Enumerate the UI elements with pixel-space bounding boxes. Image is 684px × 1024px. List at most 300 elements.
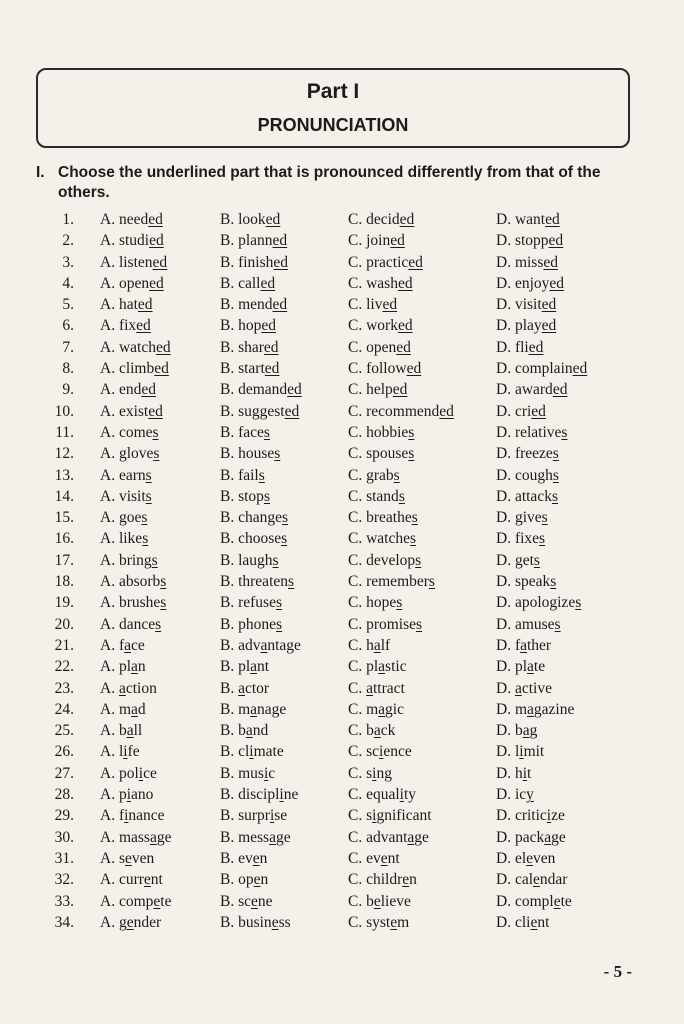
question-number: 10. [54, 402, 74, 420]
option-b: B. started [220, 360, 280, 378]
option-a: A. finance [100, 807, 165, 825]
question-row [0, 528, 684, 549]
underlined-part: ed [528, 338, 544, 356]
question-number: 7. [62, 338, 74, 356]
question-number: 6. [62, 317, 74, 335]
question-number: 11. [55, 423, 74, 441]
underlined-part: e [553, 892, 561, 910]
underlined-part: a [373, 636, 381, 654]
underlined-part: ed [397, 317, 413, 335]
question-number: 33. [54, 892, 74, 910]
option-b: B. houses [220, 445, 281, 463]
underlined-part: e [533, 871, 540, 889]
question-row [0, 720, 684, 741]
question-row [0, 230, 684, 251]
question-number: 24. [54, 700, 74, 718]
option-a: A. needed [100, 211, 163, 228]
question-row [0, 699, 684, 720]
option-b: B. climate [220, 743, 284, 761]
underlined-part: ed [148, 211, 163, 228]
question-number: 14. [54, 487, 74, 505]
option-c: C. believe [348, 892, 411, 910]
underlined-part: ed [260, 274, 276, 292]
question-number: 21. [54, 636, 74, 654]
option-d: D. plate [496, 658, 546, 676]
option-d: D. amuses [496, 615, 561, 633]
option-b: B. demanded [220, 381, 302, 399]
option-b: B. discipline [220, 786, 299, 804]
option-d: D. gives [496, 509, 548, 527]
underlined-part: ed [264, 360, 280, 378]
option-d: D. visited [496, 296, 557, 314]
option-d: D. bag [496, 722, 538, 740]
option-a: A. brushes [100, 594, 167, 612]
underlined-part: ed [549, 274, 565, 292]
underlined-part: ed [531, 402, 546, 420]
exercise-instruction [36, 163, 646, 203]
underlined-part: s [152, 423, 159, 441]
question-row [0, 443, 684, 464]
question-row [0, 252, 684, 273]
option-a: A. ball [100, 722, 143, 740]
underlined-part: e [390, 913, 398, 931]
underlined-part: ed [149, 232, 164, 250]
underlined-part: i [519, 743, 524, 761]
option-d: D. gets [496, 551, 540, 569]
question-row [0, 465, 684, 486]
option-d: D. complained [496, 360, 588, 378]
underlined-part: i [126, 786, 132, 804]
underlined-part: ed [541, 296, 557, 314]
option-a: A. earns [100, 466, 152, 484]
option-b: B. business [220, 913, 291, 931]
underlined-part: a [124, 636, 131, 654]
option-d: D. missed [496, 253, 559, 271]
option-a: A. studied [100, 232, 164, 250]
option-d: D. played [496, 317, 557, 335]
question-number: 34. [54, 913, 74, 931]
underlined-part: ed [545, 211, 560, 228]
question-number: 25. [54, 722, 74, 740]
underlined-part: ed [439, 402, 454, 420]
question-row [0, 294, 684, 315]
underlined-part: s [263, 423, 270, 441]
question-number: 16. [54, 530, 74, 548]
underlined-part: a [366, 679, 373, 697]
option-b: B. phones [220, 615, 283, 633]
question-row [0, 273, 684, 294]
option-b: B. actor [220, 679, 270, 697]
question-number: 3. [62, 253, 74, 271]
underlined-part: s [274, 445, 281, 463]
option-a: A. dances [100, 615, 162, 633]
question-row [0, 869, 684, 890]
page-number: - 5 - [603, 962, 632, 981]
option-d: D. icy [496, 786, 534, 804]
underlined-part: s [539, 530, 546, 548]
question-row [0, 358, 684, 379]
underlined-part: s [541, 509, 548, 527]
option-b: B. hoped [220, 317, 276, 335]
option-c: C. attract [348, 679, 405, 697]
option-c: C. stands [348, 487, 405, 505]
underlined-part: ed [265, 211, 281, 228]
option-b: B. even [220, 849, 268, 867]
underlined-part: s [160, 594, 167, 612]
question-number: 17. [54, 551, 74, 569]
option-d: D. freezes [496, 445, 559, 463]
underlined-part: a [407, 828, 415, 846]
instruction-text: Choose the underlined part that is pronounced differently from that of the others. [58, 164, 601, 201]
underlined-part: a [250, 658, 258, 676]
question-list [0, 209, 684, 933]
question-number: 29. [54, 807, 74, 825]
option-a: A. listened [100, 253, 168, 271]
exercise-number: I. [36, 164, 45, 181]
underlined-part: i [123, 743, 128, 761]
option-c: C. remembers [348, 573, 435, 591]
option-d: D. flied [496, 338, 544, 356]
option-b: B. faces [220, 423, 270, 441]
underlined-part: s [141, 509, 148, 527]
underlined-part: e [530, 913, 538, 931]
question-number: 20. [54, 615, 74, 633]
underlined-part: s [550, 573, 557, 591]
underlined-part: a [269, 828, 276, 846]
underlined-part: i [399, 786, 404, 804]
option-d: D. fixes [496, 530, 546, 548]
question-row [0, 571, 684, 592]
underlined-part: a [238, 679, 245, 697]
question-row [0, 848, 684, 869]
question-number: 9. [62, 381, 74, 399]
underlined-part: ed [408, 253, 423, 271]
question-row [0, 635, 684, 656]
option-c: C. system [348, 913, 410, 931]
underlined-part: s [554, 615, 561, 633]
part-title: Part I [306, 80, 360, 103]
question-number: 23. [54, 679, 74, 697]
underlined-part: s [160, 573, 167, 591]
underlined-part: ed [136, 317, 151, 335]
question-row [0, 614, 684, 635]
underlined-part: s [275, 615, 283, 633]
underlined-part: a [514, 679, 522, 697]
underlined-part: ed [541, 317, 557, 335]
underlined-part: ed [272, 232, 288, 250]
underlined-part: e [143, 871, 151, 889]
option-c: C. spouses [348, 445, 415, 463]
option-a: A. comes [100, 423, 159, 441]
option-c: C. children [348, 871, 417, 889]
underlined-part: a [131, 658, 138, 676]
underlined-part: a [149, 828, 157, 846]
underlined-part: ed [148, 402, 163, 420]
option-a: A. visits [100, 487, 152, 505]
underlined-part: a [118, 679, 126, 697]
option-c: C. washed [348, 274, 413, 292]
option-b: B. called [220, 274, 276, 292]
underlined-part: a [378, 700, 386, 718]
underlined-part: s [409, 530, 417, 548]
underlined-part: a [378, 658, 386, 676]
option-b: B. manage [220, 700, 287, 718]
underlined-part: i [372, 764, 377, 782]
option-a: A. likes [100, 530, 149, 548]
option-a: A. gender [100, 913, 162, 931]
question-row [0, 315, 684, 336]
question-row [0, 678, 684, 699]
question-row [0, 401, 684, 422]
underlined-part: ed [382, 296, 398, 314]
underlined-part: ed [399, 211, 415, 228]
option-a: A. mad [100, 700, 146, 718]
underlined-part: e [253, 871, 261, 889]
option-c: C. advantage [348, 828, 429, 846]
option-a: A. seven [100, 849, 155, 867]
option-c: C. promises [348, 615, 423, 633]
question-row [0, 592, 684, 613]
question-row [0, 912, 684, 933]
underlined-part: ed [397, 274, 413, 292]
underlined-part: i [379, 743, 384, 761]
option-b: B. plant [220, 658, 270, 676]
question-row [0, 784, 684, 805]
option-c: C. grabs [348, 466, 400, 484]
question-number: 18. [54, 573, 74, 591]
underlined-part: i [279, 786, 284, 804]
option-b: B. refuses [220, 594, 282, 612]
underlined-part: a [527, 658, 534, 676]
underlined-part: ed [155, 338, 171, 356]
underlined-part: a [527, 700, 534, 718]
underlined-part: s [281, 509, 289, 527]
option-c: C. equality [348, 786, 417, 804]
option-d: D. eleven [496, 849, 556, 867]
underlined-part: e [153, 892, 161, 910]
underlined-part: ed [261, 317, 276, 335]
question-number: 28. [54, 786, 74, 804]
option-d: D. magazine [496, 700, 575, 718]
question-number: 30. [54, 828, 74, 846]
question-number: 27. [54, 764, 74, 782]
underlined-part: e [380, 849, 388, 867]
option-d: D. apologizes [496, 594, 582, 612]
option-c: C. helped [348, 381, 408, 399]
option-a: A. ended [100, 381, 156, 399]
question-number: 2. [62, 232, 74, 250]
underlined-part: e [124, 849, 132, 867]
option-a: A. face [100, 636, 145, 654]
option-c: C. half [348, 636, 391, 654]
underlined-part: s [258, 466, 265, 484]
option-a: A. action [100, 679, 157, 697]
option-c: C. significant [348, 807, 432, 825]
underlined-part: ed [552, 381, 568, 399]
underlined-part: i [138, 764, 144, 782]
underlined-part: a [245, 722, 253, 740]
option-d: D. calendar [496, 871, 568, 889]
option-b: B. finished [220, 253, 289, 271]
option-a: A. piano [100, 786, 154, 804]
underlined-part: ed [390, 232, 405, 250]
underlined-part: ed [272, 296, 288, 314]
underlined-part: s [155, 615, 162, 633]
underlined-part: s [411, 509, 418, 527]
question-row [0, 422, 684, 443]
underlined-part: i [546, 807, 552, 825]
question-row [0, 209, 684, 230]
question-number: 22. [54, 658, 74, 676]
option-b: B. suggested [220, 402, 300, 420]
question-number: 15. [54, 509, 74, 527]
option-b: B. scene [220, 892, 273, 910]
underlined-part: s [151, 551, 158, 569]
underlined-part: ed [392, 381, 408, 399]
option-d: D. hit [496, 764, 532, 782]
underlined-part: i [124, 807, 129, 825]
option-c: C. practiced [348, 253, 423, 271]
option-a: A. fixed [100, 317, 151, 335]
option-b: B. surprise [220, 807, 288, 825]
underlined-part: i [269, 807, 275, 825]
option-a: A. brings [100, 551, 158, 569]
underlined-part: e [526, 849, 534, 867]
underlined-part: ed [572, 360, 588, 378]
underlined-part: a [260, 636, 268, 654]
underlined-part: s [428, 573, 435, 591]
question-number: 19. [54, 594, 74, 612]
option-b: B. chooses [220, 530, 288, 548]
underlined-part: ed [548, 232, 564, 250]
option-b: B. band [220, 722, 269, 740]
underlined-part: ed [543, 253, 559, 271]
option-a: A. climbed [100, 360, 169, 378]
underlined-part: s [396, 594, 403, 612]
underlined-part: a [126, 722, 134, 740]
part-header-box [36, 68, 630, 148]
option-b: B. fails [220, 466, 265, 484]
option-c: C. hopes [348, 594, 403, 612]
underlined-part: ed [273, 253, 289, 271]
question-number: 12. [54, 445, 74, 463]
underlined-part: s [153, 445, 160, 463]
question-row [0, 805, 684, 826]
underlined-part: ed [141, 381, 156, 399]
option-c: C. worked [348, 317, 413, 335]
question-number: 13. [54, 466, 74, 484]
underlined-part: ed [152, 253, 168, 271]
underlined-part: s [288, 573, 295, 591]
option-c: C. recommended [348, 402, 454, 420]
option-d: D. enjoyed [496, 274, 565, 292]
underlined-part: s [408, 445, 415, 463]
option-c: C. magic [348, 700, 404, 718]
option-c: C. science [348, 743, 412, 761]
question-number: 4. [62, 274, 74, 292]
option-b: B. stops [220, 487, 270, 505]
underlined-part: ed [154, 360, 169, 378]
option-d: D. client [496, 913, 550, 931]
option-d: D. active [496, 679, 552, 697]
underlined-part: a [522, 722, 530, 740]
underlined-part: s [398, 487, 405, 505]
underlined-part: y [526, 786, 534, 804]
underlined-part: e [271, 913, 279, 931]
question-row [0, 763, 684, 784]
option-a: A. goes [100, 509, 148, 527]
option-a: A. compete [100, 892, 172, 910]
question-number: 1. [62, 211, 74, 228]
option-a: A. hated [100, 296, 153, 314]
underlined-part: a [250, 700, 258, 718]
underlined-part: s [275, 594, 282, 612]
underlined-part: s [533, 551, 540, 569]
option-b: B. threatens [220, 573, 295, 591]
underlined-part: s [142, 530, 149, 548]
underlined-part: e [251, 892, 258, 910]
option-c: C. lived [348, 296, 398, 314]
option-d: D. package [496, 828, 566, 846]
underlined-part: i [263, 764, 269, 782]
option-c: C. plastic [348, 658, 407, 676]
option-b: B. shared [220, 338, 279, 356]
question-row [0, 891, 684, 912]
underlined-part: s [551, 487, 558, 505]
section-title: PRONUNCIATION [257, 115, 409, 135]
underlined-part: ed [284, 402, 300, 420]
option-c: C. event [348, 849, 400, 867]
option-b: B. open [220, 871, 269, 889]
option-b: B. changes [220, 509, 289, 527]
option-d: D. cried [496, 402, 546, 420]
question-row [0, 550, 684, 571]
option-c: C. followed [348, 360, 422, 378]
option-d: D. awarded [496, 381, 568, 399]
underlined-part: s [272, 551, 279, 569]
question-number: 32. [54, 871, 74, 889]
question-number: 26. [54, 743, 74, 761]
question-number: 8. [62, 360, 74, 378]
option-b: B. looked [220, 211, 281, 228]
underlined-part: ed [406, 360, 422, 378]
option-c: C. watches [348, 530, 417, 548]
option-d: D. criticize [496, 807, 565, 825]
option-b: B. mended [220, 296, 288, 314]
option-a: A. absorbs [100, 573, 167, 591]
option-a: A. current [100, 871, 163, 889]
option-b: B. music [220, 764, 276, 782]
option-d: D. coughs [496, 466, 559, 484]
option-c: C. hobbies [348, 423, 415, 441]
option-d: D. stopped [496, 232, 564, 250]
question-row [0, 741, 684, 762]
question-row [0, 656, 684, 677]
underlined-part: s [408, 423, 415, 441]
underlined-part: s [561, 423, 568, 441]
underlined-part: e [252, 849, 260, 867]
underlined-part: ed [287, 381, 302, 399]
option-a: A. gloves [100, 445, 160, 463]
underlined-part: s [263, 487, 270, 505]
option-b: B. planned [220, 232, 288, 250]
underlined-part: i [522, 764, 528, 782]
option-a: A. existed [100, 402, 163, 420]
option-d: D. wanted [496, 211, 560, 228]
underlined-part: a [131, 700, 138, 718]
underlined-part: ed [263, 338, 279, 356]
option-a: A. massage [100, 828, 172, 846]
